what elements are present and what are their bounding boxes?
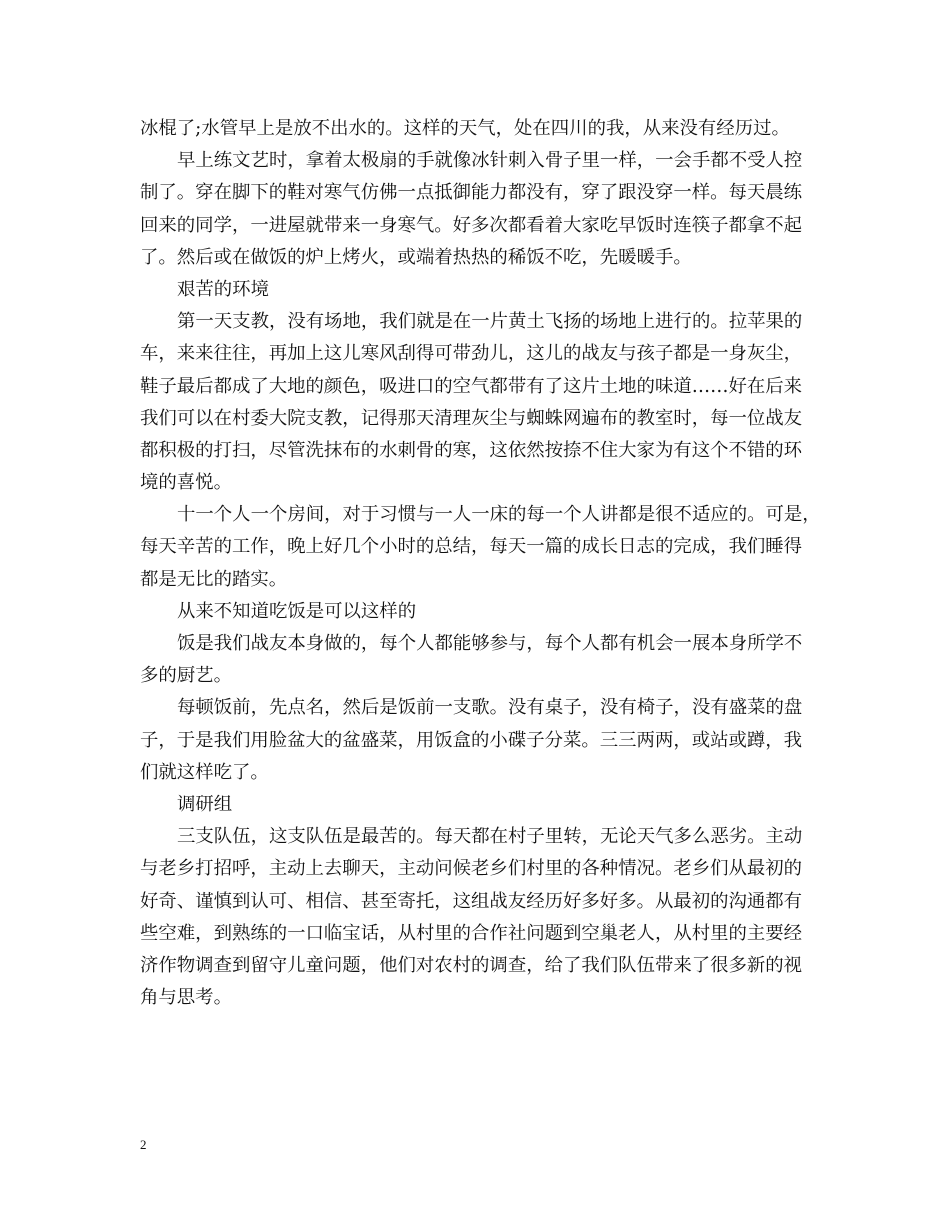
page-number: 2 xyxy=(140,1137,147,1152)
text-line: 早上练文艺时，拿着太极扇的手就像冰针刺入骨子里一样，一会手都不受人控 xyxy=(177,150,803,172)
text-line: 每顿饭前，先点名，然后是饭前一支歌。没有桌子，没有椅子，没有盛菜的盘 xyxy=(177,697,803,719)
text-line: 三支队伍，这支队伍是最苦的。每天都在村子里转，无论天气多么恶劣。主动 xyxy=(177,826,803,848)
text-line: 与老乡打招呼，主动上去聊天，主动问候老乡们村里的各种情况。老乡们从最初的 xyxy=(140,858,803,880)
text-line: 子，于是我们用脸盆大的盆盛菜，用饭盒的小碟子分菜。三三两两，或站或蹲，我 xyxy=(140,729,803,751)
text-line: 鞋子最后都成了大地的颜色，吸进口的空气都带有了这片土地的味道……好在后来 xyxy=(140,375,803,397)
text-line: 都是无比的踏实。 xyxy=(140,568,288,590)
text-line: 好奇、谨慎到认可、相信、甚至寄托，这组战友经历好多好多。从最初的沟通都有 xyxy=(140,890,803,912)
text-line: 制了。穿在脚下的鞋对寒气仿佛一点抵御能力都没有，穿了跟没穿一样。每天晨练 xyxy=(140,182,803,204)
text-line: 些空难，到熟练的一口临宝话，从村里的合作社问题到空巢老人，从村里的主要经 xyxy=(140,922,803,944)
text-line: 们就这样吃了。 xyxy=(140,761,269,783)
text-line: 十一个人一个房间，对于习惯与一人一床的每一个人讲都是很不适应的。可是， xyxy=(177,504,821,526)
text-line: 调研组 xyxy=(177,793,233,815)
text-line: 从来不知道吃饭是可以这样的 xyxy=(177,600,417,622)
text-line: 车，来来往往，再加上这儿寒风刮得可带劲儿，这儿的战友与孩子都是一身灰尘， xyxy=(140,343,803,365)
text-line: 每天辛苦的工作，晚上好几个小时的总结，每天一篇的成长日志的完成，我们睡得 xyxy=(140,536,803,558)
text-line: 回来的同学，一进屋就带来一身寒气。好多次都看着大家吃早饭时连筷子都拿不起 xyxy=(140,214,803,236)
text-line: 饭是我们战友本身做的，每个人都能够参与，每个人都有机会一展本身所学不 xyxy=(177,633,803,654)
text-line: 艰苦的环境 xyxy=(177,278,269,300)
text-line: 都积极的打扫，尽管洗抹布的水刺骨的寒，这依然按捺不住大家为有这个不错的环 xyxy=(140,439,803,461)
text-line: 角与思考。 xyxy=(140,987,232,1009)
text-line: 了。然后或在做饭的炉上烤火，或端着热热的稀饭不吃，先暖暖手。 xyxy=(140,246,692,268)
text-line: 冰棍了;水管早上是放不出水的。这样的天气，处在四川的我，从来没有经历过。 xyxy=(140,118,790,139)
text-line: 第一天支教，没有场地，我们就是在一片黄土飞扬的场地上进行的。拉苹果的 xyxy=(177,311,803,333)
body-text xyxy=(140,113,821,1014)
text-line: 境的喜悦。 xyxy=(140,472,232,494)
text-line: 我们可以在村委大院支教，记得那天清理灰尘与蜘蛛网遍布的教室时，每一位战友 xyxy=(140,407,803,429)
text-line: 多的厨艺。 xyxy=(140,665,232,687)
text-line: 济作物调查到留守儿童问题，他们对农村的调查，给了我们队伍带来了很多新的视 xyxy=(140,954,803,976)
